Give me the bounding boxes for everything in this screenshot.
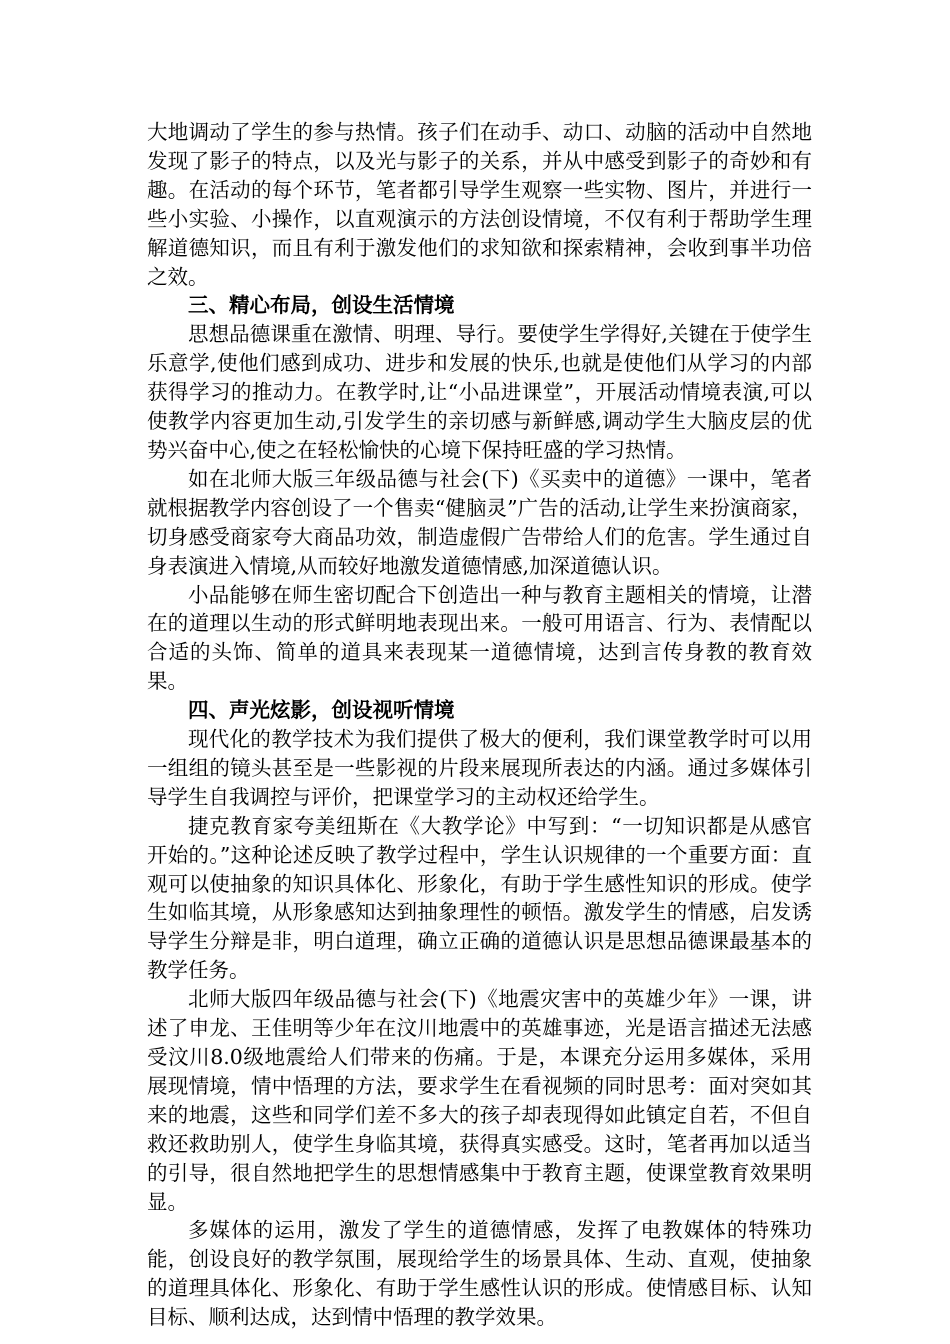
- paragraph-media-intro: 现代化的教学技术为我们提供了极大的便利，我们课堂教学时可以用一组组的镜头甚至是一些影视的片段来展现所表达的内涵。通过多媒体引导学生自我调控与评价，把课堂学习的主动权还给学生。: [147, 727, 812, 809]
- section-heading-3: 三、精心布局，创设生活情境: [188, 293, 455, 318]
- paragraph-comenius-quote: 捷克教育家夸美纽斯在《大教学论》中写到：“一切知识都是从感官开始的。”这种论述反映了教学过程中，学生认识规律的一个重要方面：直观可以使抽象的知识具体化、形象化，有助于学生感性知识的形成。使学生如临其境，从形象感知达到抽象理性的顿悟。激发学生的情感，启发诱导学生分辩是非，明白道理，确立正确的道德认识是思想品德课最基本的教学任务。: [147, 813, 812, 983]
- document-page: [147, 118, 812, 1332]
- paragraph-sketch-purpose: 思想品德课重在激情、明理、导行。要使学生学得好,关键在于使学生乐意学,使他们感到成功、进步和发展的快乐,也就是使他们从学习的内部获得学习的推动力。在教学时,让“小品进课堂”，开展活动情境表演,可以使教学内容更加生动,引发学生的亲切感与新鲜感,调动学生大脑皮层的优势兴奋中心,使之在轻松愉快的心境下保持旺盛的学习热情。: [147, 322, 812, 462]
- section-heading-4: 四、声光炫影，创设视听情境: [188, 698, 455, 723]
- paragraph-media-conclusion: 多媒体的运用，激发了学生的道德情感，发挥了电教媒体的特殊功能，创设良好的教学氛围，展现给学生的场景具体、生动、直观，使抽象的道理具体化、形象化、有助于学生感性认识的形成。使情感目标、认知目标、顺利达成，达到情中悟理的教学效果。: [147, 1218, 812, 1330]
- paragraph-earthquake-example: 北师大版四年级品德与社会(下)《地震灾害中的英雄少年》一课，讲述了申龙、王佳明等少年在汶川地震中的英雄事迹，光是语言描述无法感受汶川8.0级地震给人们带来的伤痛。于是，本课充分运用多媒体，采用展现情境，情中悟理的方法，要求学生在看视频的同时思考：面对突如其来的地震，这些和同学们差不多大的孩子却表现得如此镇定自若，不但自救还救助别人，使学生身临其境，获得真实感受。这时，笔者再加以适当的引导，很自然地把学生的思想情感集中于教育主题，使课堂教育效果明显。: [147, 987, 812, 1214]
- paragraph-intro-continued: 大地调动了学生的参与热情。孩子们在动手、动口、动脑的活动中自然地发现了影子的特点，以及光与影子的关系，并从中感受到影子的奇妙和有趣。在活动的每个环节，笔者都引导学生观察一些实物、图片，并进行一些小实验、小操作，以直观演示的方法创设情境，不仅有利于帮助学生理解道德知识，而且有利于激发他们的求知欲和探索精神，会收到事半功倍之效。: [147, 120, 812, 289]
- paragraph-sketch-example: 如在北师大版三年级品德与社会(下)《买卖中的道德》一课中，笔者就根据教学内容创设了一个售卖“健脑灵”广告的活动,让学生来扮演商家，切身感受商家夸大商品功效，制造虚假广告带给人们的危害。学生通过自身表演进入情境,从而较好地激发道德情感,加深道德认识。: [147, 466, 812, 578]
- paragraph-sketch-effect: 小品能够在师生密切配合下创造出一种与教育主题相关的情境，让潜在的道理以生动的形式鲜明地表现出来。一般可用语言、行为、表情配以合适的头饰、简单的道具来表现某一道德情境，达到言传身教的教育效果。: [147, 582, 812, 694]
